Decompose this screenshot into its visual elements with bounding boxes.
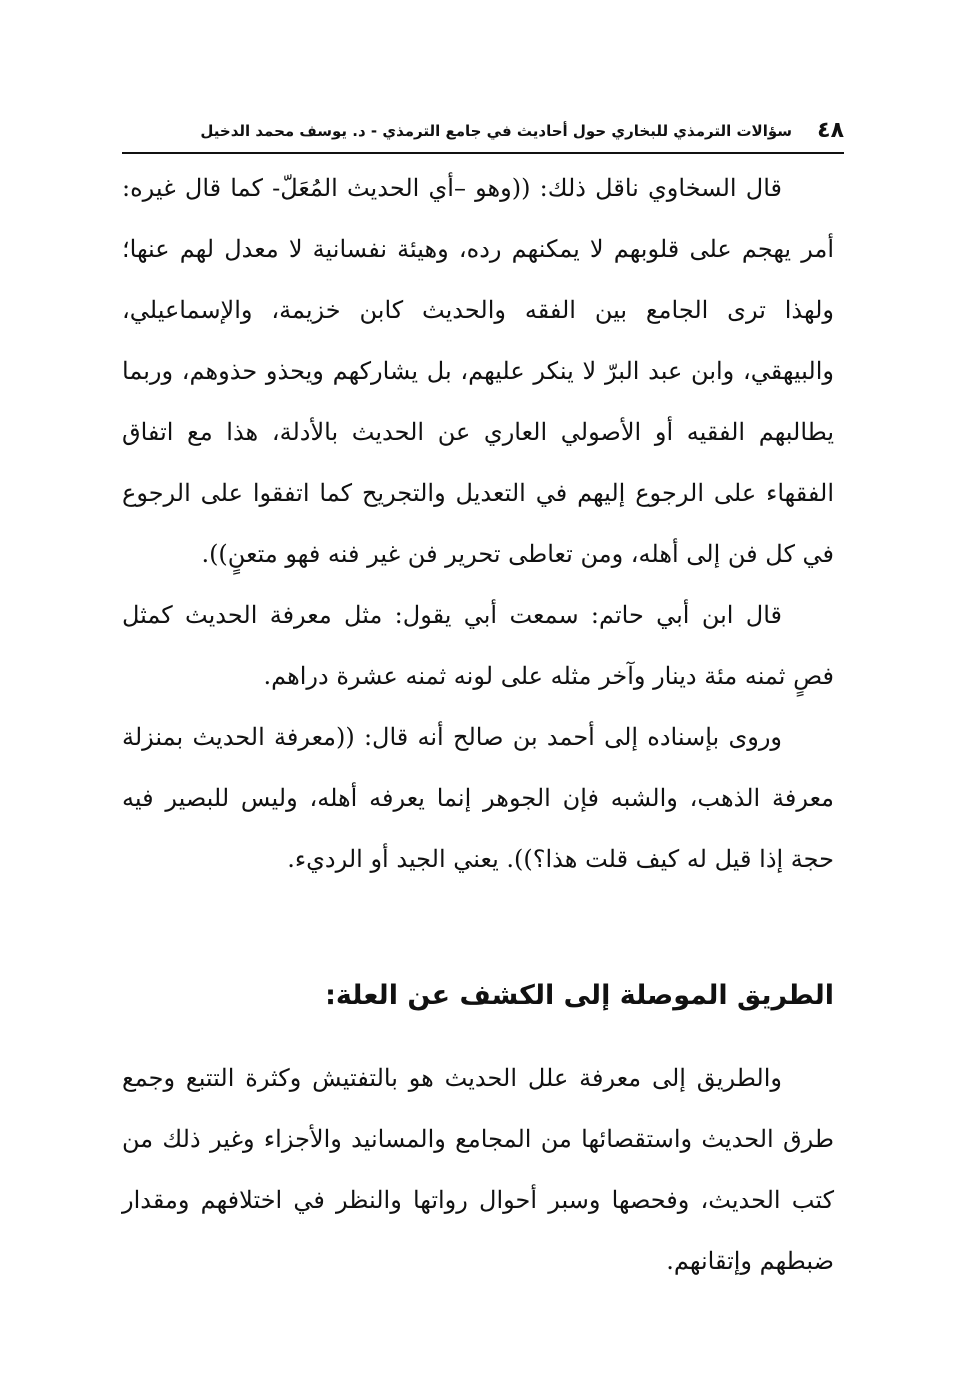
paragraph-sakhawi-quote: قال السخاوي ناقل ذلك: ((وهو –أي الحديث المُعَلّ- كما قال غيره: أمر يهجم على قلوبهم لا يمكنهم رده، وهيئة نفسانية لا معدل لهم عنها؛ ولهذا ترى الجامع بين الفقه والحديث كابن خزيمة، والإسماعيلي، والبيهقي، وابن عبد البرّ لا ينكر عليهم، بل يشاركهم ويحذو حذوهم، وربما يطالبهم الفقيه أو الأصولي العاري عن الحديث بالأدلة، هذا مع اتفاق الفقهاء على الرجوع إليهم في التعديل والتجريح كما اتفقوا على الرجوع في كل فن إلى أهله، ومن تعاطى تحرير فن غير فنه فهو متعنٍ)). — [122, 174, 834, 568]
running-title: سؤالات الترمذي للبخاري حول أحاديث في جامع الترمذي - د. يوسف محمد الدخيل — [200, 122, 792, 140]
paragraph-ahmad-bin-salih: وروى بإسناده إلى أحمد بن صالح أنه قال: ((معرفة الحديث بمنزلة معرفة الذهب، والشبه فإن الجوهر إنما يعرفه أهله، وليس للبصير فيه حجة إذا قيل له كيف قلت هذا؟)). يعني الجيد أو الرديء. — [122, 723, 834, 873]
main-text-block — [122, 158, 834, 890]
paragraph-ibn-abi-hatim: قال ابن أبي حاتم: سمعت أبي يقول: مثل معرفة الحديث كمثل فصٍ ثمنه مئة دينار وآخر مثله على لونه ثمنه عشرة دراهم. — [122, 601, 834, 690]
section-heading: الطريق الموصلة إلى الكشف عن العلة: — [325, 980, 834, 1011]
running-header — [122, 118, 844, 154]
page-number: ٤٨ — [817, 118, 844, 143]
section-text-block — [122, 1048, 834, 1292]
paragraph-method-of-detection: والطريق إلى معرفة علل الحديث هو بالتفتيش وكثرة التتبع وجمع طرق الحديث واستقصائها من المجامع والمسانيد والأجزاء وغير ذلك من كتب الحديث، وفحصها وسبر أحوال رواتها والنظر في اختلافهم ومقدار ضبطهم وإتقانهم. — [122, 1064, 834, 1275]
